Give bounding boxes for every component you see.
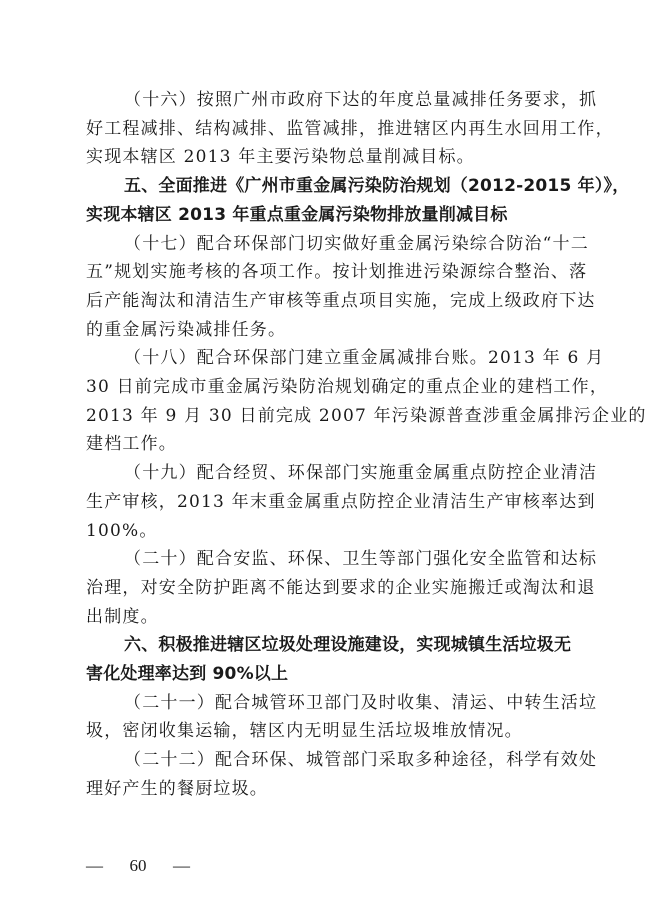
text-line: 生产审核，2013 年末重金属重点防控企业清洁生产审核率达到 [86, 491, 596, 512]
text-line: 五、全面推进《广州市重金属污染防治规划（2012-2015 年）》， [124, 176, 630, 197]
text-line: 六、积极推进辖区垃圾处理设施建设，实现城镇生活垃圾无 [124, 635, 572, 656]
text-line: 实现本辖区 2013 年主要污染物总量削减目标。 [86, 147, 475, 168]
text-line: （二十一）配合城管环卫部门及时收集、清运、中转生活垃 [124, 692, 598, 713]
text-line: （二十二）配合环保、城管部门采取多种途径，科学有效处 [124, 750, 598, 771]
text-line: 好工程减排、结构减排、监管减排，推进辖区内再生水回用工作， [86, 118, 614, 139]
section-heading [86, 631, 572, 688]
text-line: 100%。 [86, 520, 158, 541]
text-line: （十七）配合环保部门切实做好重金属污染综合防治“十二 [124, 233, 589, 254]
text-line: （二十）配合安监、环保、卫生等部门强化安全监管和达标 [124, 549, 598, 570]
list-item-paragraph [86, 459, 598, 545]
document-page [86, 86, 647, 804]
footer-dash-right: — [173, 856, 190, 875]
text-line: 害化处理率达到 90%以上 [86, 664, 289, 685]
text-line: 建档工作。 [86, 434, 177, 455]
text-line: （十六）按照广州市政府下达的年度总量减排任务要求，抓 [124, 90, 598, 110]
list-item-paragraph [86, 545, 598, 631]
text-line: （十八）配合环保部门建立重金属减排台账。2013 年 6 月 [124, 348, 605, 369]
text-line: （十九）配合经贸、环保部门实施重金属重点防控企业清洁 [124, 463, 598, 484]
page-number: 60 [129, 856, 147, 875]
list-item-paragraph [86, 344, 647, 459]
document-body [86, 86, 647, 804]
text-line: 圾，密闭收集运输，辖区内无明显生活垃圾堆放情况。 [86, 721, 523, 742]
text-line: 的重金属污染减排任务。 [86, 319, 287, 340]
text-line: 理好产生的餐厨垃圾。 [86, 778, 268, 799]
text-line: 五”规划实施考核的各项工作。按计划推进污染源综合整治、落 [86, 262, 588, 283]
text-line: 2013 年 9 月 30 日前完成 2007 年污染源普查涉重金属排污企业的 [86, 405, 647, 426]
list-item-paragraph [86, 230, 596, 345]
list-item-paragraph [86, 746, 598, 803]
section-heading [86, 172, 630, 229]
footer-dash-left: — [86, 856, 103, 875]
text-line: 治理，对安全防护距离不能达到要求的企业实施搬迁或淘汰和退 [86, 577, 596, 598]
list-item-paragraph [86, 86, 614, 172]
text-line: 出制度。 [86, 606, 159, 627]
text-line: 后产能淘汰和清洁生产审核等重点项目实施，完成上级政府下达 [86, 290, 596, 311]
page-footer [86, 856, 190, 876]
list-item-paragraph [86, 689, 598, 746]
text-line: 实现本辖区 2013 年重点重金属污染物排放量削减目标 [86, 204, 508, 225]
text-line: 30 日前完成市重金属污染防治规划确定的重点企业的建档工作， [86, 377, 609, 398]
